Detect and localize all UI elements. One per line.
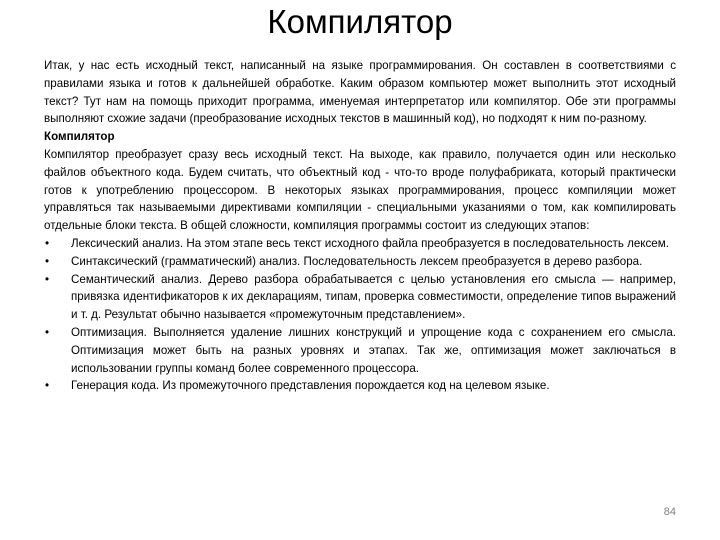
bullet-icon: •: [45, 254, 50, 268]
list-item: [44, 235, 676, 253]
bullet-icon: •: [45, 272, 50, 286]
intro-paragraph: Итак, у нас есть исходный текст, написанный на языке программирования. Он составлен в соответствиями с правилами языка и готов к дальнейшей обработке. Каким образом компьютер может выполнить этот исходный текст? Тут нам на помощь приходит программа, именуемая интерпретатор или компилятор. Обе эти программы выполняют схожие задачи (преобразование исходных текстов в машинный код), но подходят к ним по-разному.: [44, 59, 676, 126]
page-number: 84: [663, 506, 676, 518]
list-item: [44, 377, 676, 395]
stages-list: [44, 235, 676, 395]
page-title: Компилятор: [267, 3, 453, 40]
list-item-text: Лексический анализ. На этом этапе весь текст исходного файла преобразуется в последовательность лексем.: [71, 236, 669, 250]
slide-body: [44, 57, 676, 395]
list-item: [44, 253, 676, 271]
bullet-icon: •: [45, 379, 50, 393]
bullet-icon: •: [45, 325, 50, 339]
section-heading: Компилятор: [44, 130, 115, 144]
list-item-text: Семантический анализ. Дерево разбора обрабатывается с целью установления его смысла — например, привязка идентификаторов к их декларациям, типам, проверка совместимости, определение типов выражений и т. д. Результат обычно называется «промежуточным представлением».: [71, 272, 676, 322]
list-item-text: Синтаксический (грамматический) анализ. Последовательность лексем преобразуется в дерево разбора.: [71, 254, 643, 268]
list-item: [44, 324, 676, 377]
list-item-text: Оптимизация. Выполняется удаление лишних конструкций и упрощение кода с сохранением его смысла. Оптимизация может быть на разных уровнях и этапах. Так же, оптимизация может заключаться в использовании группы команд более современного процессора.: [71, 325, 676, 375]
list-item: [44, 271, 676, 324]
compiler-paragraph: Компилятор преобразует сразу весь исходный текст. На выходе, как правило, получается один или несколько файлов объектного кода. Будем считать, что объектный код - что-то вроде полуфабриката, который практически готов к употреблению процессором. В некоторых языках программирования, процесс компиляции может управляться так называемыми директивами компиляции - специальными указаниями о том, как компилировать отдельные блоки текста. В общей сложности, компиляция программы состоит из следующих этапов:: [44, 147, 676, 233]
bullet-icon: •: [45, 236, 50, 250]
list-item-text: Генерация кода. Из промежуточного представления порождается код на целевом языке.: [71, 379, 550, 393]
